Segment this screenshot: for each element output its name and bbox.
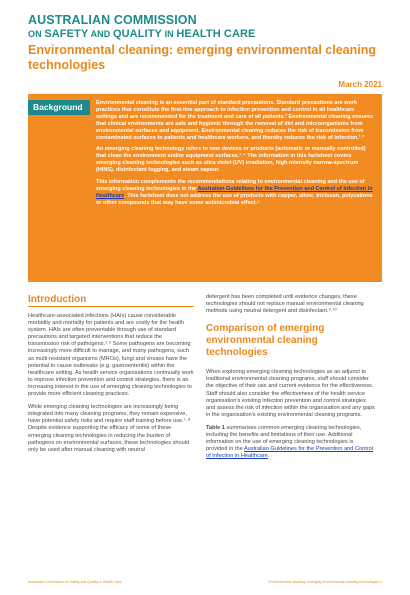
background-label: Background xyxy=(28,100,90,115)
introduction-paragraph-2: While emerging cleaning technologies are increasingly being integrated into many cleaning programs, they remain expensive, have potential safety risks and require staff training before use.⁷˒⁸ Despite evidence supporting the efficacy of some of these emerging cleaning technologies in reducing the burden of pathogens on environmental surfaces, these technologies should only be used after manual cleaning with neutral xyxy=(28,404,190,453)
introduction-rule xyxy=(28,306,194,307)
publication-date: March 2021 xyxy=(338,80,382,89)
comparison-paragraph-2: Table 1 summarises common emerging cleaning technologies, including the benefits and limitations of their use. Additional information on the use of emerging cleaning technologies is provided in the Australian Guidelines for the Prevention and Control of Infection in Healthcare. xyxy=(206,424,373,460)
guidelines-link-2[interactable]: Australian Guidelines for the Prevention and Control of Infection in Healthcare xyxy=(206,446,373,460)
document-title: Environmental cleaning: emerging environmental cleaning technologies xyxy=(28,43,376,72)
background-text xyxy=(96,100,374,212)
logo-line-1: AUSTRALIAN COMMISSION xyxy=(28,13,197,27)
footer-left: Australian Commission on Safety and Quality in Health Care xyxy=(28,580,122,584)
continued-paragraph: detergent has been completed until evidence changes, these technologies should not replace manual environmental cleaning methods using neutral detergent and disinfectant.⁹˒¹⁰ xyxy=(206,294,364,315)
left-column xyxy=(28,294,194,460)
comparison-paragraph-1: When exploring emerging cleaning technologies as an adjunct to traditional environmental cleaning programs, staff should consider the objective of their use and current evidence for the effectiveness. Staff should also consider the effectiveness of the health service organisation's existing infection prevention and control strategies and assess the risk of infection within the organisation and any gaps in the organisation's existing environmental cleaning programs. xyxy=(206,369,375,418)
comparison-heading: Comparison of emerging environmental cleaning technologies xyxy=(206,323,325,359)
background-paragraph-2: An emerging cleaning technology refers to new devices or products (automatic or manually controlled) that clean the environment and/or equipment surfaces.³˒⁴ The information in this factsheet covers emerging cleaning technologies such as ultra violet (UV) irradiation, high-intensity narrow-spectrum (HINS), disinfectant fogging, and steam vapour. xyxy=(96,146,366,174)
introduction-paragraph-1: Healthcare-associated infections (HAIs) cause considerable morbidity and mortality for patients and are costly for the health system. HAIs are often preventable through use of standard precautions and targeted interventions that reduce the transmission risk of pathogens.¹˒⁶ Some pathogens are becoming increasingly more difficult to manage, and many pathogens, such as multi-resistant organisms (MROs), fungi and viruses have the potential to cause outbreaks (e.g. gastroenteritis) within the healthcare setting. As health service organisations continually work to improve infection prevention and control strategies, there is an increasing interest in the use of emerging cleaning technologies to provide more efficient cleaning practices. xyxy=(28,313,194,398)
footer-right: Environmental cleaning: emerging environmental cleaning technologies 1 xyxy=(268,580,382,584)
commission-logo xyxy=(28,14,256,40)
background-paragraph-3: This information complements the recommendations relating to environmental cleaning and the use of emerging cleaning technologies in the Australian Guidelines for the Prevention and Control of Infection in Healthcare. This factsheet does not address the use of products with copper, silver, triclosan, polycations or other compounds that may have some antimicrobial effect.⁵ xyxy=(96,179,373,206)
introduction-heading: Introduction xyxy=(28,294,87,305)
background-box xyxy=(28,94,382,282)
guidelines-link[interactable]: Australian Guidelines for the Prevention and Control of Infection in Healthcare xyxy=(96,185,373,199)
background-paragraph-1: Environmental cleaning is an essential part of standard precautions. Standard precautions are work practices that constitute the first-line approach to infection prevention and control in all healthcare settings and are recommended for the treatment and care of all patients.¹ Environmental cleaning ensures that clinical environments are safe and hygienic through the removal of dirt and microorganisms from environmental surfaces and equipment. Environmental cleaning reduces the risk of transmission from contaminated surfaces to patients and healthcare workers, and thereby reduces the risk of infection.¹˒² xyxy=(96,100,374,141)
logo-line-2: ON SAFETY AND QUALITY IN HEALTH CARE xyxy=(28,27,256,40)
right-column xyxy=(206,294,376,466)
